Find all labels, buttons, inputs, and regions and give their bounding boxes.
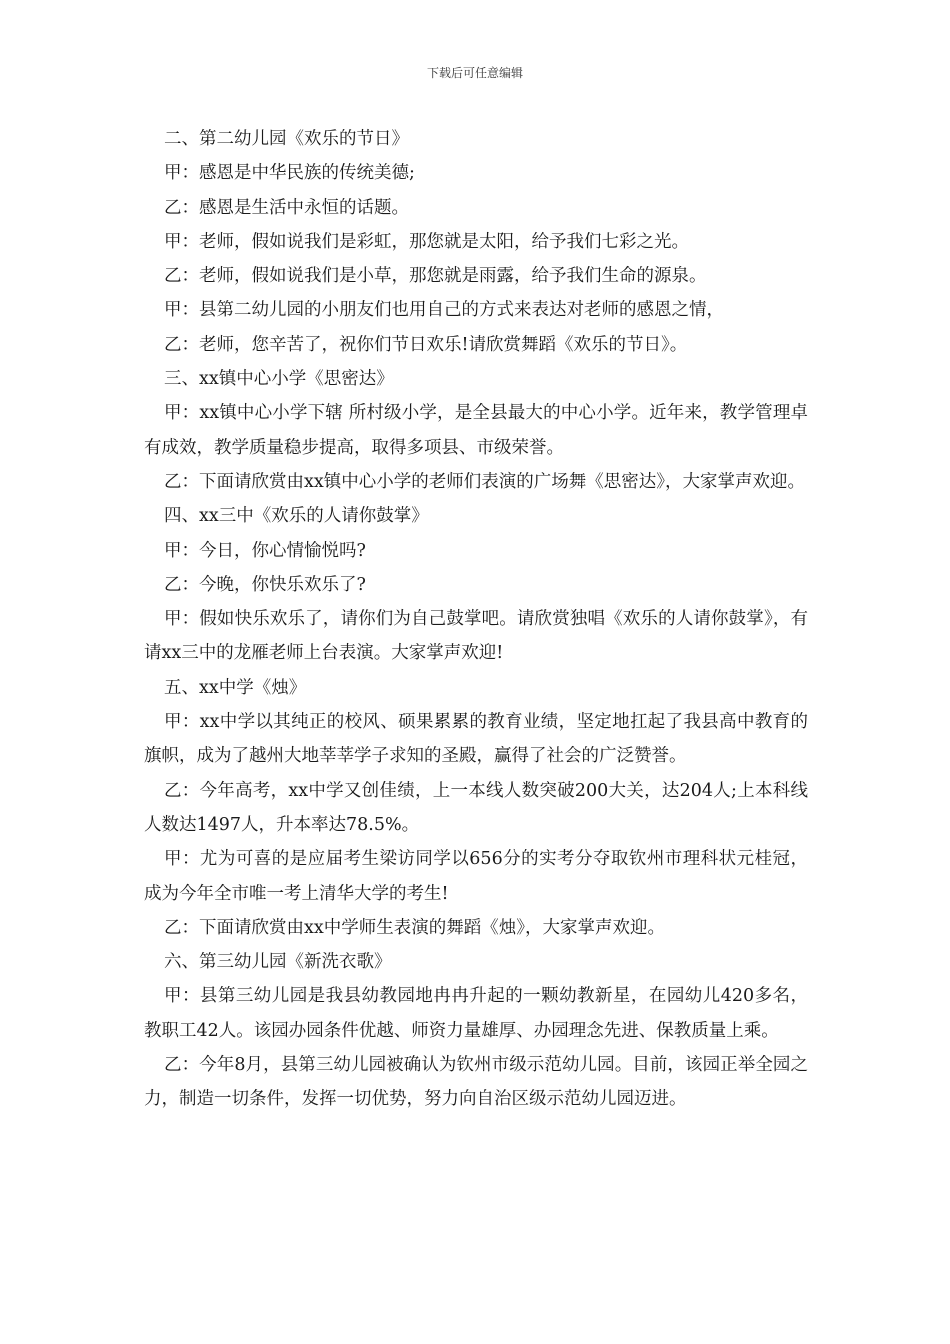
- dialogue-line: 甲：xx中学以其纯正的校风、硕果累累的教育业绩，坚定地扛起了我县高中教育的旗帜，成为了越州大地莘莘学子求知的圣殿，赢得了社会的广泛赞誉。: [144, 712, 808, 767]
- dialogue-line: 甲：今日，你心情愉悦吗?: [164, 540, 366, 561]
- dialogue-line: 乙：今晚，你快乐欢乐了?: [164, 574, 366, 595]
- page-header-note: 下载后可任意编辑: [426, 66, 523, 80]
- dialogue-line: 甲：县第三幼儿园是我县幼教园地冉冉升起的一颗幼教新星，在园幼儿420多名，教职工42人。该园办园条件优越、师资力量雄厚、办园理念先进、保教质量上乘。: [144, 986, 808, 1041]
- dialogue-line: 乙：老师，假如说我们是小草，那您就是雨露，给予我们生命的源泉。: [164, 266, 707, 287]
- dialogue-line: 甲：感恩是中华民族的传统美德;: [164, 163, 415, 184]
- dialogue-line: 甲：老师，假如说我们是彩虹，那您就是太阳，给予我们七彩之光。: [164, 231, 689, 252]
- section-heading: 五、xx中学《烛》: [164, 677, 307, 698]
- document-body: [144, 122, 808, 1117]
- section-heading: 三、xx镇中心小学《思密达》: [164, 369, 394, 390]
- dialogue-line: 乙：今年8月，县第三幼儿园被确认为钦州市级示范幼儿园。目前，该园正举全园之力，制造一切条件，发挥一切优势，努力向自治区级示范幼儿园迈进。: [144, 1055, 808, 1110]
- dialogue-line: 乙：下面请欣赏由xx中学师生表演的舞蹈《烛》，大家掌声欢迎。: [164, 917, 665, 938]
- section-heading: 四、xx三中《欢乐的人请你鼓掌》: [164, 506, 429, 527]
- section-heading: 二、第二幼儿园《欢乐的节日》: [164, 129, 409, 149]
- dialogue-line: 乙：感恩是生活中永恒的话题。: [164, 197, 409, 218]
- dialogue-line: 乙：老师，您辛苦了，祝你们节日欢乐!请欣赏舞蹈《欢乐的节日》。: [164, 334, 688, 355]
- dialogue-line: 乙：今年高考，xx中学又创佳绩，上一本线人数突破200大关，达204人;上本科线人数达1497人，升本率达78.5%。: [144, 780, 808, 835]
- dialogue-line: 乙：下面请欣赏由xx镇中心小学的老师们表演的广场舞《思密达》，大家掌声欢迎。: [164, 471, 805, 492]
- dialogue-line: 甲：尤为可喜的是应届考生梁访同学以656分的实考分夺取钦州市理科状元桂冠，成为今年全市唯一考上清华大学的考生!: [144, 849, 808, 904]
- dialogue-line: 甲：县第二幼儿园的小朋友们也用自己的方式来表达对老师的感恩之情，: [164, 300, 724, 321]
- dialogue-line: 甲：xx镇中心小学下辖 所村级小学，是全县最大的中心小学。近年来，教学管理卓有成效，教学质量稳步提高，取得多项县、市级荣誉。: [144, 403, 808, 458]
- dialogue-line: 甲：假如快乐欢乐了，请你们为自己鼓掌吧。请欣赏独唱《欢乐的人请你鼓掌》，有请xx三中的龙雁老师上台表演。大家掌声欢迎!: [144, 609, 808, 664]
- section-heading: 六、第三幼儿园《新洗衣歌》: [164, 952, 392, 973]
